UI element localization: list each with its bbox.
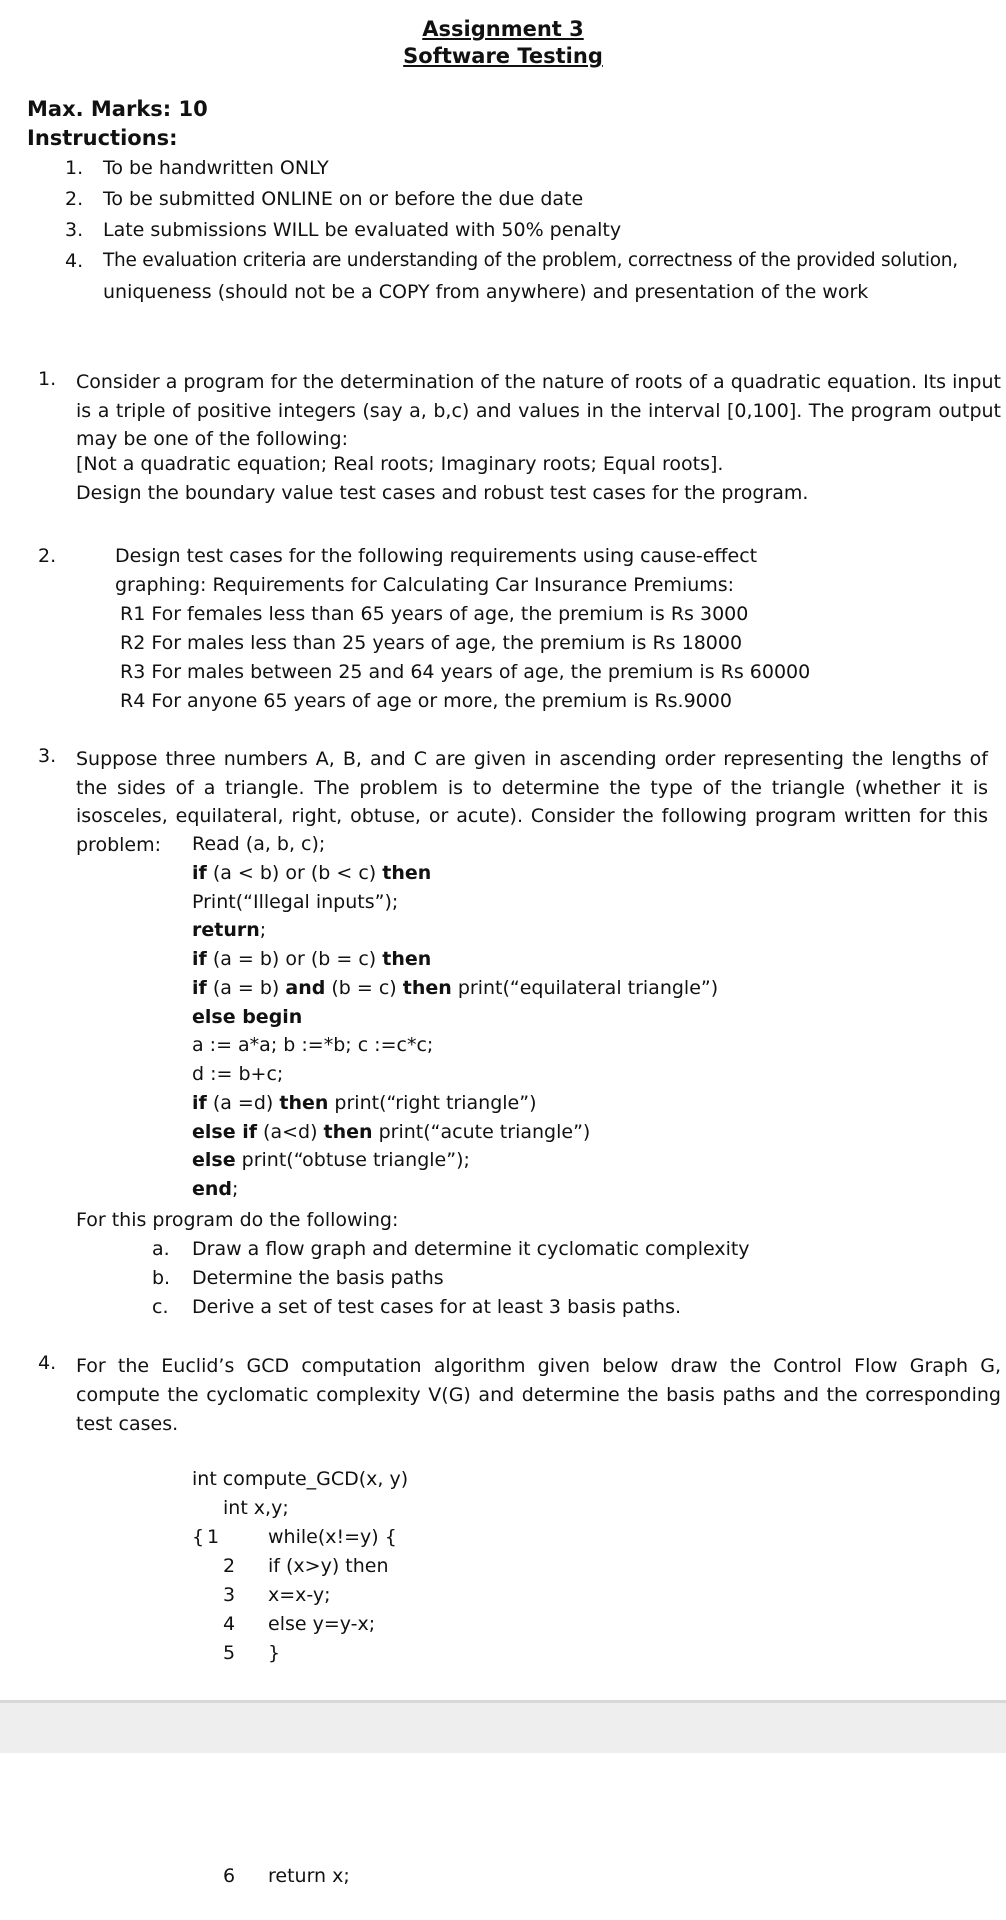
instructions-heading: Instructions:	[27, 126, 178, 150]
line-number: 2	[223, 1555, 236, 1577]
code-line: a := a*a; b :=*b; c :=c*c;	[192, 1034, 434, 1057]
course-title: Software Testing	[403, 44, 603, 68]
code-line: if (a = b) or (b = c) then	[192, 948, 432, 970]
instruction-number: 1.	[65, 157, 84, 179]
code-line: }	[268, 1642, 281, 1664]
question-number: 4.	[38, 1352, 57, 1374]
line-number: 4	[223, 1613, 236, 1635]
code-line: if (a < b) or (b < c) then	[192, 861, 432, 884]
code-line: else if (a<d) then print(“acute triangle”)	[192, 1120, 591, 1143]
requirement-item: R4 For anyone 65 years of age or more, the premium is Rs.9000	[120, 690, 732, 712]
question-task: Design the boundary value test cases and robust test cases for the program.	[76, 482, 809, 504]
subtask-text: Draw a flow graph and determine it cyclomatic complexity	[192, 1238, 750, 1260]
line-number: 1	[207, 1526, 220, 1548]
code-line: while(x!=y) {	[268, 1526, 397, 1548]
code-line: Read (a, b, c);	[192, 833, 326, 855]
instruction-text: To be handwritten ONLY	[103, 157, 329, 179]
requirement-item: R1 For females less than 65 years of age, the premium is Rs 3000	[120, 603, 749, 625]
question-number: 2.	[38, 545, 57, 567]
subtask-text: Determine the basis paths	[192, 1267, 444, 1289]
requirement-item: R2 For males less than 25 years of age, the premium is Rs 18000	[120, 632, 743, 654]
code-line: else begin	[192, 1005, 303, 1028]
max-marks: Max. Marks: 10	[27, 97, 208, 121]
question-outputs: [Not a quadratic equation; Real roots; Imaginary roots; Equal roots].	[76, 453, 724, 475]
instruction-text-continued: uniqueness (should not be a COPY from anywhere) and presentation of the work	[103, 281, 869, 303]
code-line: d := b+c;	[192, 1063, 284, 1085]
instruction-text: Late submissions WILL be evaluated with 50% penalty	[103, 219, 622, 241]
code-line: Print(“Illegal inputs”);	[192, 890, 399, 913]
question-text: Design test cases for the following requirements using cause-effect	[115, 545, 758, 567]
question-text: graphing: Requirements for Calculating Car Insurance Premiums:	[115, 574, 735, 596]
question-number: 3.	[38, 745, 57, 767]
instruction-number: 2.	[65, 188, 84, 210]
question-number: 1.	[38, 368, 57, 390]
code-line: else y=y-x;	[268, 1613, 376, 1635]
instruction-number: 3.	[65, 219, 84, 241]
code-line: return;	[192, 919, 267, 942]
subtask-letter: b.	[152, 1267, 171, 1289]
question-text: Suppose three numbers A, B, and C are given in ascending order representing the lengths of the sides of a triangle. The problem is to determine the type of the triangle (whether it is isosceles, equilateral, right, obtuse, or acute). Consider the following program written for this problem:	[76, 748, 988, 856]
code-line: x=x-y;	[268, 1584, 331, 1606]
subtask-text: Derive a set of test cases for at least 3 basis paths.	[192, 1296, 682, 1318]
code-line: return x;	[268, 1865, 350, 1887]
assignment-title: Assignment 3	[422, 17, 584, 41]
open-brace: {	[192, 1526, 205, 1548]
code-line: else print(“obtuse triangle”);	[192, 1149, 470, 1172]
question-text: Consider a program for the determination of the nature of roots of a quadratic equation. Its input is a triple of positive integers (say a, b,c) and values in the interval [0,100]. The program output may be one of the following:	[76, 371, 1001, 450]
subtask-letter: a.	[152, 1238, 170, 1260]
subtask-letter: c.	[152, 1296, 169, 1318]
instruction-number: 4.	[65, 250, 84, 272]
line-number: 3	[223, 1584, 236, 1606]
subtask-intro: For this program do the following:	[76, 1209, 399, 1231]
requirement-item: R3 For males between 25 and 64 years of age, the premium is Rs 60000	[120, 661, 811, 683]
code-line: end;	[192, 1178, 239, 1200]
line-number: 6	[223, 1865, 236, 1887]
instruction-text: The evaluation criteria are understanding of the problem, correctness of the provided solution,	[103, 250, 958, 271]
function-signature: int compute_GCD(x, y)	[192, 1468, 409, 1490]
code-line: if (x>y) then	[268, 1555, 389, 1577]
code-line: if (a =d) then print(“right triangle”)	[192, 1091, 537, 1114]
variable-declaration: int x,y;	[223, 1497, 289, 1519]
line-number: 5	[223, 1642, 236, 1664]
code-block	[192, 830, 718, 1204]
code-line: if (a = b) and (b = c) then print(“equilateral triangle”)	[192, 976, 719, 999]
question-text: For the Euclid’s GCD computation algorithm given below draw the Control Flow Graph G, compute the cyclomatic complexity V(G) and determine the basis paths and the corresponding test cases.	[76, 1355, 1001, 1435]
page-break	[0, 1700, 1006, 1753]
instruction-text: To be submitted ONLINE on or before the due date	[103, 188, 584, 210]
